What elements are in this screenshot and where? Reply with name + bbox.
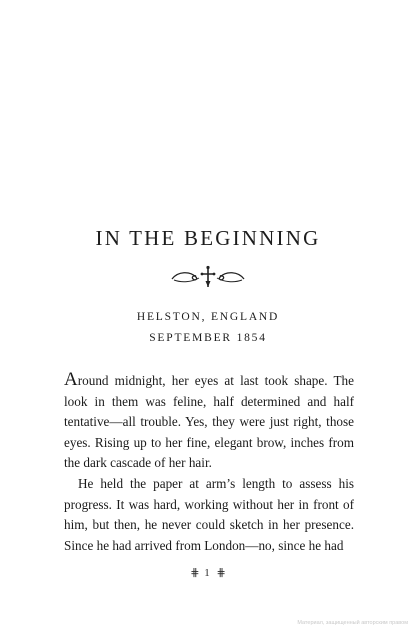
page-number: 1 <box>204 567 212 579</box>
copyright-watermark: Материал, защищенный авторским правом <box>297 620 408 626</box>
paragraph-1 <box>64 370 354 474</box>
folio-left-ornament-icon: ⋕ <box>190 567 200 579</box>
drop-cap-letter: A <box>64 369 78 390</box>
paragraph-1-text: round midnight, her eyes at last took shape. The look in them was feline, half determined and half tentative—all trouble. Yes, they were just right, those eyes. Rising up to her fine, elegant brow, inches from the dark cascade of her hair. <box>64 373 354 471</box>
chapter-title: IN THE BEGINNING <box>95 226 321 250</box>
page-number-footer <box>0 566 416 579</box>
fleuron-cross-ornament-icon <box>168 264 248 290</box>
chapter-date: SEPTEMBER 1854 <box>149 332 267 344</box>
body-text <box>64 370 354 556</box>
folio-right-ornament-icon: ⋕ <box>216 567 226 579</box>
chapter-place: HELSTON, ENGLAND <box>136 311 280 323</box>
paragraph-2: He held the paper at arm’s length to assess his progress. It was hard, working without her in front of him, but then, he never could sketch in her presence. Since he had arrived from London—no, since he had <box>64 475 354 553</box>
